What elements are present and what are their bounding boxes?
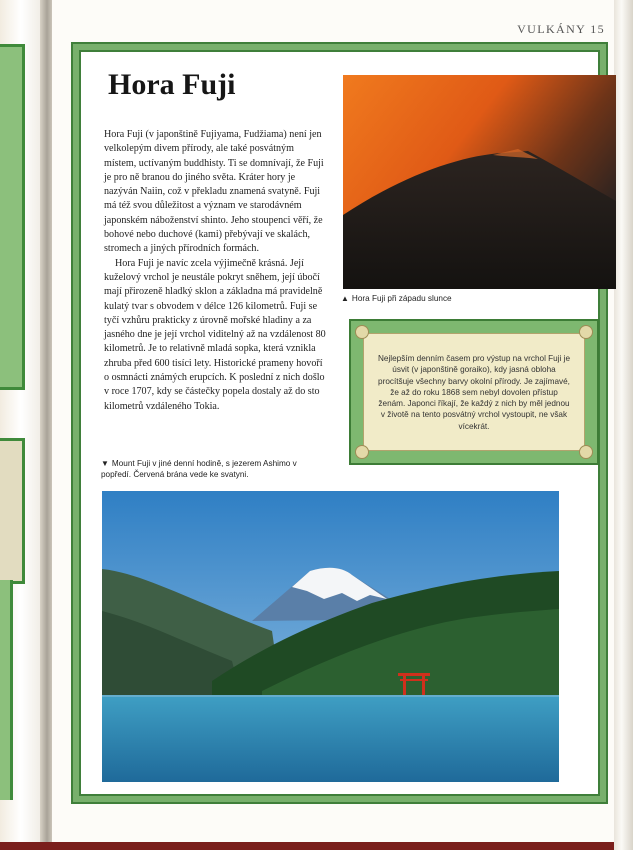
top-caption-text: Hora Fuji při západu slunce (351, 294, 452, 303)
left-page-note-box (0, 438, 25, 584)
section-title: VULKÁNY (517, 22, 586, 36)
left-page-green-border-lower (0, 580, 13, 800)
fact-box (349, 319, 599, 465)
left-page-green-border (0, 44, 25, 390)
triangle-up-icon: ▲ (341, 294, 349, 303)
bottom-photo-caption (101, 458, 301, 480)
top-photo-caption (341, 293, 601, 304)
page-edge (614, 0, 633, 850)
fact-box-scroll (363, 333, 585, 451)
page-number: 15 (590, 22, 605, 36)
scroll-roll-icon (579, 325, 593, 339)
article-body (104, 128, 328, 414)
running-header (517, 22, 605, 37)
bottom-caption-text: Mount Fuji v jiné denní hodině, s jezerem Ashimo v popředí. Červená brána vede ke svatyni. (101, 459, 297, 479)
paragraph-1: Hora Fuji (v japonštině Fujiyama, Fudžiama) není jen velkolepým divem přírody, ale také posvátným místem, uctívaným buddhisty. Ti se domnívají, že Fuji je pro ně branou do jiného světa. Kráter hory je nazýván Naiin, což v překladu znamená svatyně. Fuji má též svou důležitost a význam ve starodávném japonském náboženství shinto. Jeho stoupenci věří, že bohové nebo duchové (kami) přebývají ve skalách, stromech a jiných přírodních formách. (104, 129, 324, 255)
page-title: Hora Fuji (108, 68, 236, 101)
scroll-roll-icon (579, 445, 593, 459)
fact-box-text: Nejlepším denním časem pro výstup na vrchol Fuji je úsvit (v japonštině goraiko), kdy jasná obloha procítšuje všechny barvy okolní přírody. Je zajímavé, že až do roku 1868 sem nebyl dovolen přístup ženám. Japonci říkají, že každý z nich by měl jednou v životě na tento posvátný vrchol vystoupit, ne však vícekrát. (377, 354, 571, 431)
fuji-lake-photo (102, 491, 559, 782)
scroll-roll-icon (355, 325, 369, 339)
scroll-roll-icon (355, 445, 369, 459)
triangle-down-icon: ▼ (101, 459, 109, 468)
fuji-sunset-photo (343, 75, 616, 289)
paragraph-2: Hora Fuji je navíc zcela výjimečně krásná. Její kuželový vrchol je neustále pokryt sněhem, její úbočí mají přirozeně hladký sklon a základna má pravidelně kulatý tvar s obvodem v délce 126 kilometrů. Fuji se tyčí vzhůru prakticky z úrovně mořské hladiny a za jasného dne je její vrchol viditelný až na vzdálenost 80 kilometrů. Je to relativně mladá sopka, která vznikla zhruba před 600 tisíci lety. Historické prameny hovoří o osmnácti známých erupcích. K poslední z nich došlo v roce 1707, kdy se částečky popela dostaly až do sto kilometrů vzdáleného Tokia. (104, 257, 326, 412)
